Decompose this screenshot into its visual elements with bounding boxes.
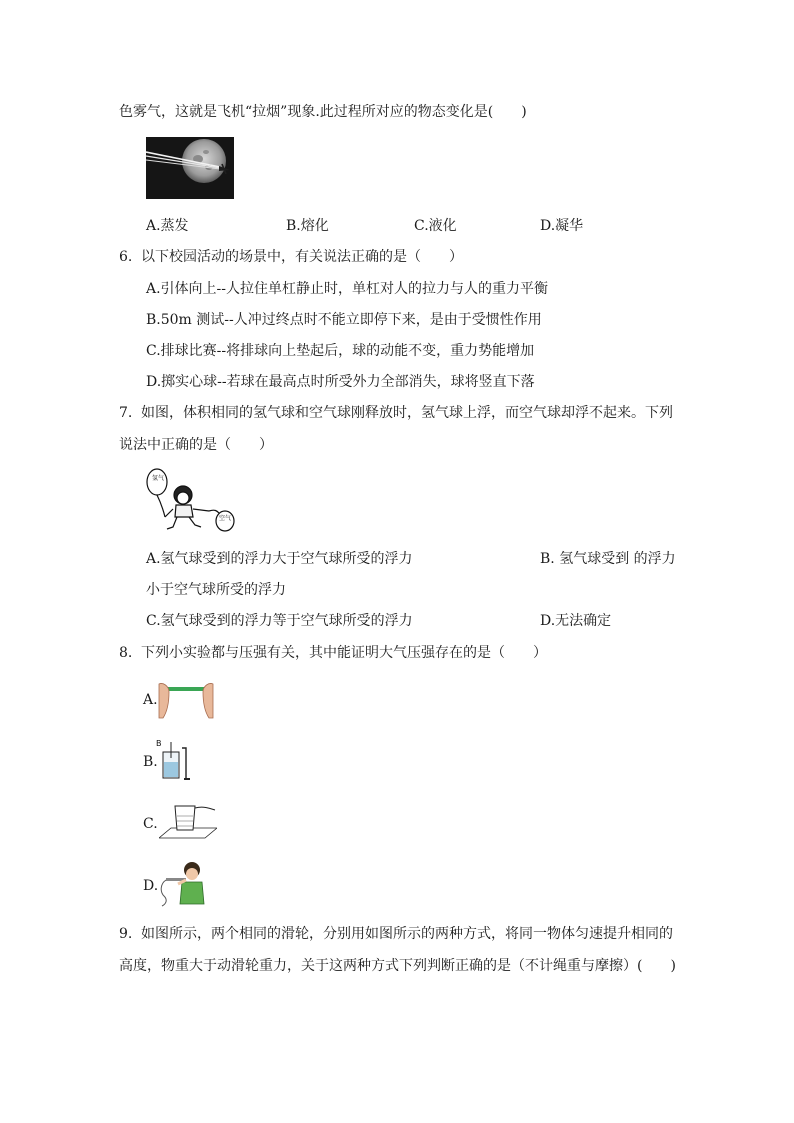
- q8-option-a[interactable]: A.: [143, 692, 158, 708]
- q7-stem-line1: [119, 403, 673, 423]
- q7-number: 7.: [119, 405, 133, 421]
- balloon-child-illustration: [143, 465, 235, 533]
- q6-number: 6.: [119, 249, 133, 265]
- q8-option-d[interactable]: D.: [143, 878, 159, 894]
- q7-option-d[interactable]: D.无法确定: [540, 613, 612, 629]
- airplane-contrail-photo: [146, 137, 234, 199]
- q6-option-d[interactable]: D.掷实心球--若球在最高点时所受外力全部消失，球将竖直下落: [146, 374, 535, 390]
- q8-stem-text: 下列小实验都与压强有关，其中能证明大气压强存在的是（ ）: [141, 645, 547, 661]
- q5-option-b[interactable]: B.熔化: [286, 218, 329, 234]
- q6-stem: [119, 247, 463, 267]
- beaker-on-surface-figure: [159, 800, 217, 840]
- q7-stem-text: 如图，体积相同的氢气球和空气球刚释放时，氢气球上浮，而空气球却浮不起来。下列: [141, 405, 673, 421]
- hands-pressing-pencil-figure: [157, 678, 215, 720]
- q9-stem-line2: 高度，物重大于动滑轮重力，关于这两种方式下列判断正确的是（不计绳重与摩擦）( ): [119, 958, 676, 974]
- q5-option-c[interactable]: C.液化: [414, 218, 457, 234]
- q8-option-b[interactable]: B.: [143, 754, 158, 770]
- q6-option-a[interactable]: A.引体向上--人拉住单杠静止时，单杠对人的拉力与人的重力平衡: [146, 281, 549, 297]
- q6-stem-text: 以下校园活动的场景中，有关说法正确的是（ ）: [141, 249, 463, 265]
- q5-option-d[interactable]: D.凝华: [540, 218, 584, 234]
- q7-option-c[interactable]: C.氢气球受到的浮力等于空气球所受的浮力: [146, 613, 413, 629]
- q7-option-b[interactable]: B. 氢气球受到 的浮力: [540, 551, 676, 567]
- q7-option-a[interactable]: A.氢气球受到的浮力大于空气球所受的浮力: [146, 551, 413, 567]
- q8-number: 8.: [119, 645, 133, 661]
- q8-stem: [119, 643, 547, 663]
- q8-option-c[interactable]: C.: [143, 816, 158, 832]
- hydrogen-balloon-label-1: 氢气: [152, 475, 165, 482]
- q7-stem-line2: 说法中正确的是（ ）: [119, 437, 273, 453]
- water-container-apparatus-figure: [156, 738, 192, 782]
- q9-stem-line1: [119, 924, 673, 944]
- q5-stem-tail: 色雾气，这就是飞机“拉烟”现象.此过程所对应的物态变化是( ): [119, 104, 527, 120]
- q5-option-a[interactable]: A.蒸发: [146, 218, 189, 234]
- fig-b-letter-label: B: [156, 739, 162, 748]
- air-balloon-label: 空气: [219, 515, 232, 522]
- q7-option-b-continued: 小于空气球所受的浮力: [146, 582, 286, 598]
- q9-stem-text: 如图所示，两个相同的滑轮，分别用如图所示的两种方式，将同一物体匀速提升相同的: [141, 926, 673, 942]
- q6-option-c[interactable]: C.排球比赛--将排球向上垫起后，球的动能不变，重力势能增加: [146, 343, 535, 359]
- q6-option-b[interactable]: B.50m 测试--人冲过终点时不能立即停下来，是由于受惯性作用: [146, 312, 542, 328]
- q9-number: 9.: [119, 926, 133, 942]
- boy-blowing-tube-figure: [156, 860, 210, 908]
